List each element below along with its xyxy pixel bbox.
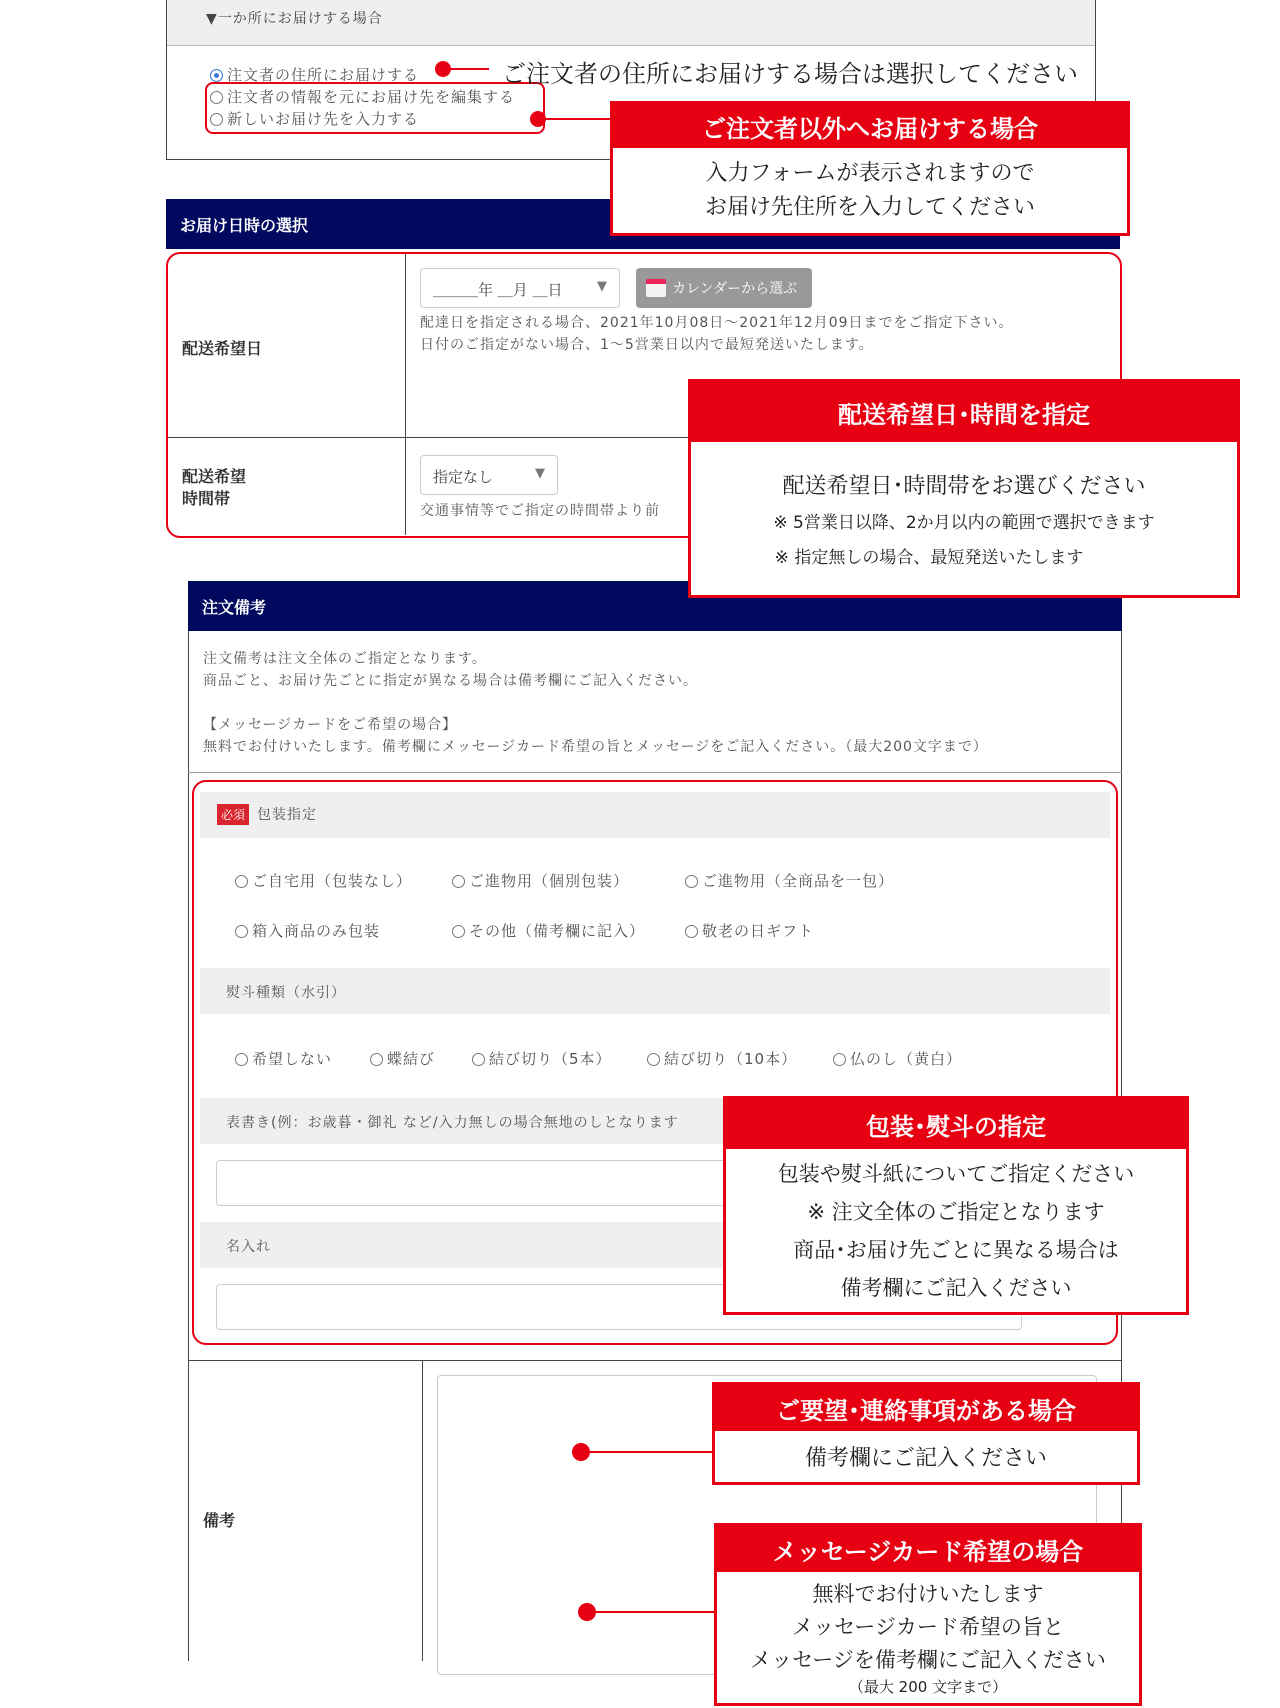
callout-title: 包装･熨斗の指定	[726, 1099, 1186, 1149]
option-label: 結び切り（5本）	[489, 1050, 612, 1068]
option-label: 希望しない	[252, 1050, 333, 1068]
callout-small-line: （最大 200 文字まで）	[848, 1678, 1008, 1696]
callout-line: メッセージを備考欄にご記入ください	[750, 1648, 1106, 1672]
callout-other-recipient	[610, 101, 1130, 236]
option-label: 箱入商品のみ包装	[252, 922, 381, 940]
noshi-label: 熨斗種類（水引）	[226, 985, 346, 1001]
radio-selected-icon[interactable]	[210, 69, 223, 82]
option-label: 注文者の情報を元にお届け先を編集する	[227, 88, 516, 106]
chevron-down-icon: ▼	[535, 466, 545, 481]
row-divider	[188, 772, 1122, 773]
section-title: お届け日時の選択	[180, 215, 309, 235]
callout-line: お届け先住所を入力してください	[704, 194, 1035, 220]
callout-title: ご注文者以外へお届けする場合	[613, 104, 1127, 148]
calendar-button-label: カレンダーから選ぶ	[672, 281, 798, 297]
callout-line: メッセージカード希望の旨と	[792, 1615, 1064, 1639]
annotation-line	[594, 1611, 716, 1613]
callout-line: 包装や熨斗紙についてご指定ください	[777, 1161, 1135, 1186]
date-note-2: 日付のご指定がない場合、1～5営業日以内で最短発送いたします。	[420, 337, 874, 353]
callout-title: メッセージカード希望の場合	[717, 1526, 1139, 1572]
annotation-line	[588, 1451, 714, 1453]
wrapping-label: 包装指定	[257, 807, 317, 823]
callout-line: ※ 5営業日以降、2か月以内の範囲で選択できます	[773, 513, 1155, 533]
naire-label: 名入れ	[226, 1239, 271, 1255]
section-title: 注文備考	[202, 597, 267, 617]
option-label: 注文者の住所にお届けする	[227, 66, 420, 84]
remarks-label: 備考	[203, 1511, 236, 1530]
callout-line: ※ 指定無しの場合、最短発送いたします	[774, 548, 1084, 568]
option-label: 仏のし（黄白）	[850, 1050, 963, 1068]
callout-line: 備考欄にご記入ください	[804, 1446, 1047, 1471]
required-badge: 必須	[217, 804, 249, 825]
time-label-line: 時間帯	[182, 489, 231, 508]
callout-title: 配送希望日･時間を指定	[691, 382, 1237, 442]
date-note-1: 配達日を指定される場合、2021年10月08日～2021年12月09日までをご指定下さい。	[420, 315, 1014, 331]
description-line: 商品ごと、お届け先ごとに指定が異なる場合は備考欄にご記入ください。	[203, 673, 698, 689]
option-label: ご進物用（全商品を一包）	[702, 872, 895, 890]
time-select-value: 指定なし	[433, 468, 494, 486]
option-label: その他（備考欄に記入）	[469, 922, 646, 940]
option-label: ご自宅用（包装なし）	[252, 872, 413, 890]
column-divider	[422, 1360, 423, 1661]
chevron-down-icon: ▼	[597, 279, 607, 294]
option-label: ご進物用（個別包装）	[469, 872, 630, 890]
order-notes-description	[203, 648, 988, 758]
callout-line: 配送希望日･時間帯をお選びください	[782, 474, 1146, 499]
callout-line: 商品･お届け先ごとに異なる場合は	[793, 1237, 1119, 1262]
panel-border	[188, 631, 189, 1661]
callout-line: 入力フォームが表示されますので	[705, 160, 1035, 186]
description-line: 【メッセージカードをご希望の場合】	[203, 717, 458, 733]
callout-title: ご要望･連絡事項がある場合	[715, 1385, 1137, 1431]
annotation-line	[544, 118, 612, 120]
row-divider	[188, 1360, 1122, 1361]
own-address-note: ご注文者の住所にお届けする場合は選択してください	[502, 60, 1078, 88]
time-label-line: 配送希望	[182, 467, 247, 486]
description-line: 注文備考は注文全体のご指定となります。	[203, 651, 487, 667]
date-label: 配送希望日	[182, 339, 263, 358]
highlight-box-other-address	[205, 82, 545, 134]
option-label: 敬老の日ギフト	[702, 922, 815, 940]
omote-label: 表書き(例：お歳暮・御礼 など/入力無しの場合無地のしとなります	[226, 1115, 679, 1131]
callout-line: 備考欄にご記入ください	[840, 1275, 1072, 1300]
time-note: 交通事情等でご指定の時間帯より前	[420, 503, 660, 519]
date-select-value: ＿＿＿年 ＿月 ＿日	[433, 281, 563, 299]
annotation-line	[449, 68, 489, 70]
callout-datetime	[688, 379, 1240, 598]
single-address-title: ▼一か所にお届けする場合	[206, 11, 383, 27]
callout-line: ※ 注文全体のご指定となります	[807, 1199, 1105, 1224]
callout-line: 無料でお付けいたします	[812, 1582, 1044, 1606]
option-label: 結び切り（10本）	[664, 1050, 798, 1068]
callout-request	[712, 1382, 1140, 1485]
callout-message-card	[714, 1523, 1142, 1706]
callout-wrapping	[723, 1096, 1189, 1315]
description-line: 無料でお付けいたします。備考欄にメッセージカード希望の旨とメッセージをご記入ください。（最大200文字まで）	[203, 739, 988, 755]
option-label: 新しいお届け先を入力する	[227, 110, 420, 128]
option-label: 蝶結び	[387, 1050, 436, 1068]
